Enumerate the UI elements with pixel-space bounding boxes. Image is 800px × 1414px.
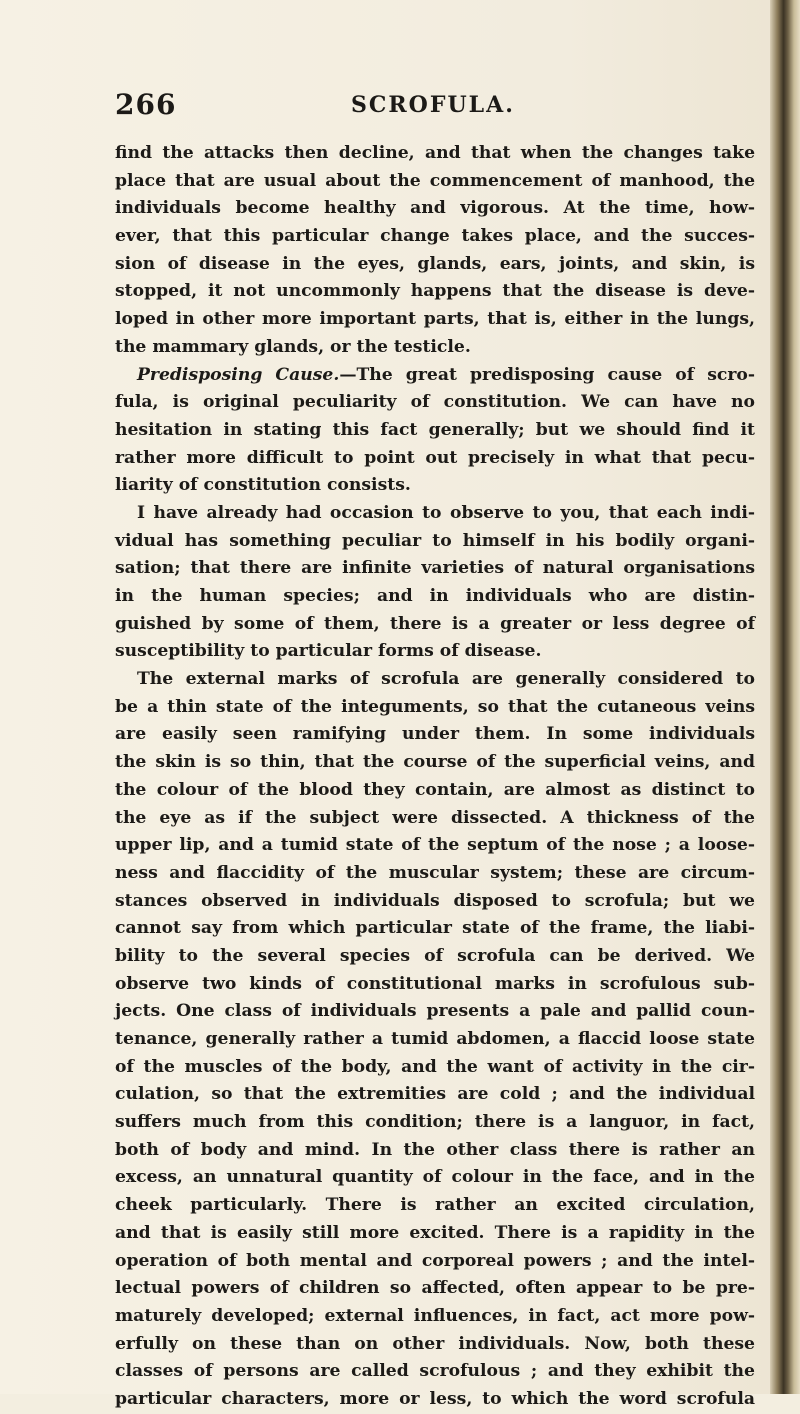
- text-line: maturely developed; external influences, in fact, act more pow-: [115, 1305, 755, 1326]
- text-line: sion of disease in the eyes, glands, ears, joints, and skin, is: [115, 253, 755, 274]
- text-line: I have already had occasion to observe to you, that each indi-: [137, 502, 755, 523]
- page-number: 266: [115, 88, 177, 121]
- text-line: classes of persons are called scrofulous ; and they exhibit the: [115, 1361, 755, 1382]
- text-run: —The great predisposing cause of scro-: [339, 364, 755, 385]
- text-line: cheek particularly. There is rather an excited circulation,: [115, 1195, 755, 1216]
- text-line: guished by some of them, there is a greater or less degree of: [115, 613, 755, 634]
- text-line: stances observed in individuals disposed to scrofula; but we: [115, 890, 755, 911]
- text-line: sation; that there are infinite varieties of natural organisations: [115, 558, 755, 579]
- text-line: individuals become healthy and vigorous. At the time, how-: [115, 198, 755, 219]
- paragraph-1: [115, 140, 755, 362]
- body-text: [115, 140, 755, 1414]
- text-line: excess, an unnatural quantity of colour in the face, and in the: [115, 1167, 755, 1188]
- paragraph-4: [115, 666, 755, 1414]
- text-line: suffers much from this condition; there is a languor, in fact,: [115, 1112, 755, 1133]
- text-line: loped in other more important parts, that is, either in the lungs,: [115, 309, 755, 330]
- text-line: liarity of constitution consists.: [115, 475, 411, 496]
- text-line: fula, is original peculiarity of constitution. We can have no: [115, 392, 755, 413]
- text-line: vidual has something peculiar to himself in his bodily organi-: [115, 530, 755, 551]
- paragraph-2: [115, 362, 755, 500]
- text-line: particular characters, more or less, to which the word scrofula: [115, 1388, 755, 1409]
- text-line: The external marks of scrofula are generally considered to: [137, 669, 755, 690]
- text-line: operation of both mental and corporeal powers ; and the intel-: [115, 1250, 755, 1271]
- section-heading: Predisposing Cause.: [137, 364, 340, 385]
- text-line: the colour of the blood they contain, are almost as distinct to: [115, 779, 755, 800]
- text-line: ever, that this particular change takes place, and the succes-: [115, 226, 755, 247]
- text-line: the mammary glands, or the testicle.: [115, 336, 471, 357]
- text-line: and that is easily still more excited. There is a rapidity in the: [115, 1222, 755, 1243]
- text-line: find the attacks then decline, and that when the changes take: [115, 143, 755, 163]
- text-line: the skin is so thin, that the course of the superficial veins, and: [115, 752, 755, 773]
- text-line: in the human species; and in individuals who are distin-: [115, 586, 755, 606]
- running-title: SCROFULA.: [351, 92, 515, 118]
- text-line: [115, 362, 755, 390]
- text-line: hesitation in stating this fact generally; but we should find it: [115, 419, 755, 440]
- text-line: tenance, generally rather a tumid abdomen, a flaccid loose state: [115, 1029, 755, 1049]
- text-line: cannot say from which particular state of the frame, the liabi-: [115, 918, 755, 939]
- text-line: upper lip, and a tumid state of the septum of the nose ; a loose-: [115, 835, 755, 856]
- text-line: culation, so that the extremities are cold ; and the individual: [115, 1084, 755, 1105]
- text-line: rather more difficult to point out precisely in what that pecu-: [115, 447, 755, 468]
- text-line: bility to the several species of scrofula can be derived. We: [115, 945, 755, 966]
- text-line: place that are usual about the commencement of manhood, the: [115, 170, 755, 191]
- text-line: lectual powers of children so affected, often appear to be pre-: [115, 1278, 755, 1299]
- page-header: [115, 88, 745, 128]
- text-line: the eye as if the subject were dissected. A thickness of the: [115, 807, 755, 828]
- text-line: be a thin state of the integuments, so that the cutaneous veins: [115, 696, 755, 717]
- text-line: ness and flaccidity of the muscular system; these are circum-: [115, 862, 755, 883]
- text-line: are easily seen ramifying under them. In some individuals: [115, 724, 755, 745]
- paragraph-3: [115, 500, 755, 666]
- text-line: both of body and mind. In the other class there is rather an: [115, 1139, 755, 1160]
- text-line: susceptibility to particular forms of disease.: [115, 641, 542, 662]
- text-line: observe two kinds of constitutional marks in scrofulous sub-: [115, 973, 755, 994]
- text-line: jects. One class of individuals presents a pale and pallid coun-: [115, 1001, 755, 1022]
- book-binding-edge: [770, 0, 800, 1394]
- text-line: erfully on these than on other individuals. Now, both these: [115, 1333, 755, 1354]
- text-line: of the muscles of the body, and the want of activity in the cir-: [115, 1056, 755, 1077]
- text-line: stopped, it not uncommonly happens that the disease is deve-: [115, 281, 755, 302]
